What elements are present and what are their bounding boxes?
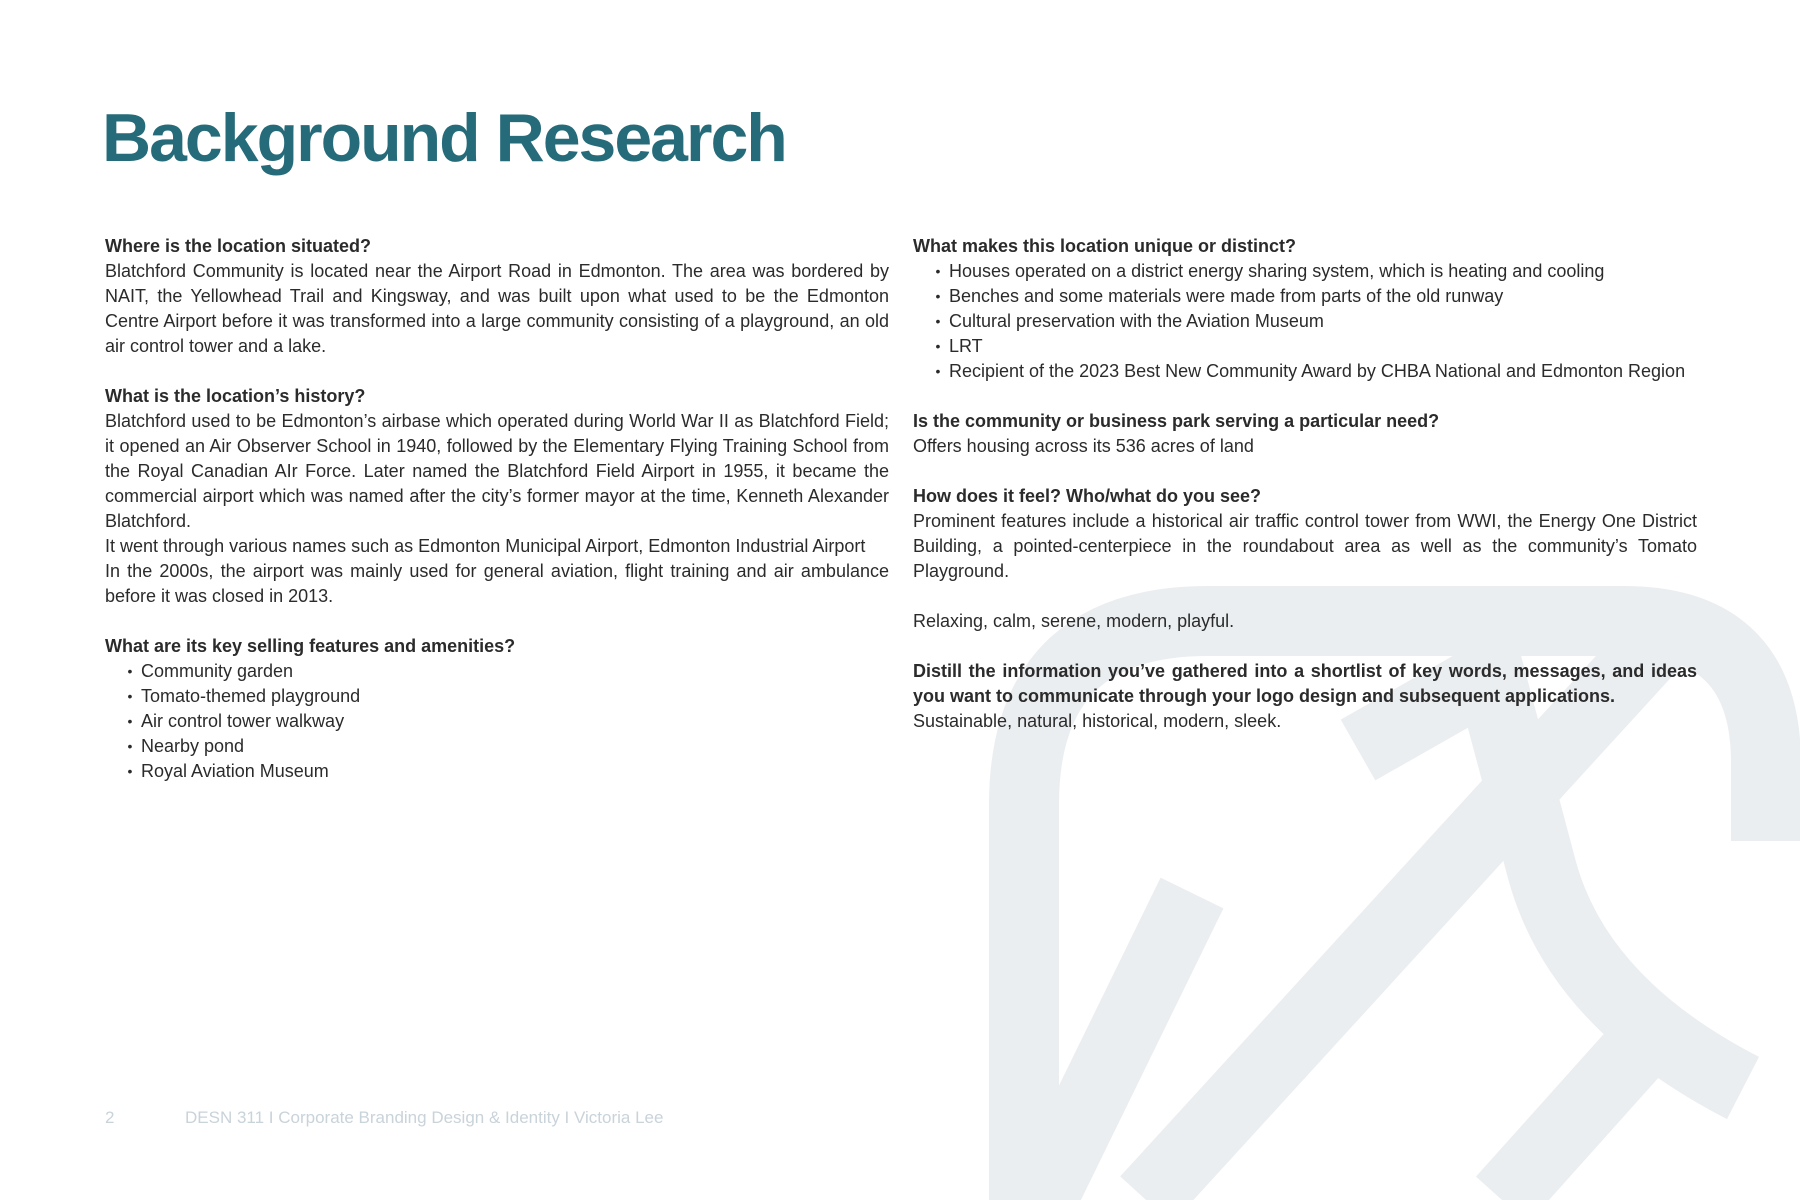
bullet-dot-icon: • xyxy=(935,288,941,304)
bullet-dot-icon: • xyxy=(935,263,941,279)
bullet-text: Recipient of the 2023 Best New Community Award by CHBA National and Edmonton Region xyxy=(949,361,1686,381)
qa-section xyxy=(105,384,889,609)
bullet-item xyxy=(913,284,1697,309)
qa-section xyxy=(913,234,1697,384)
left-column xyxy=(105,234,889,809)
bullet-text: Nearby pond xyxy=(141,736,245,756)
bullet-text: Tomato-themed playground xyxy=(141,686,361,706)
bullet-item xyxy=(105,759,889,784)
qa-section xyxy=(913,659,1697,734)
bullet-item xyxy=(913,309,1697,334)
bullet-text: Air control tower walkway xyxy=(141,711,345,731)
bullet-list xyxy=(913,259,1697,384)
bullet-dot-icon: • xyxy=(935,338,941,354)
bullet-dot-icon: • xyxy=(935,313,941,329)
answer-paragraph: Offers housing across its 536 acres of land xyxy=(913,436,1254,456)
bullet-dot-icon: • xyxy=(127,763,133,779)
right-column xyxy=(913,234,1697,759)
instruction-paragraph: Distill the information you’ve gathered into a shortlist of key words, messages, and ideas you want to communicate through your logo design and subsequent applications. xyxy=(913,661,1697,706)
qa-section xyxy=(913,484,1697,634)
bullet-text: Royal Aviation Museum xyxy=(141,761,329,781)
answer-paragraph: Prominent features include a historical air traffic control tower from WWI, the Energy One District Building, a pointed-centerpiece in the roundabout area as well as the community’s Tomato Playground. xyxy=(913,511,1697,581)
bullet-dot-icon: • xyxy=(127,738,133,754)
qa-section xyxy=(105,234,889,359)
bullet-item xyxy=(105,684,889,709)
qa-section xyxy=(913,409,1697,459)
bullet-item xyxy=(913,259,1697,284)
answer-paragraph: Blatchford Community is located near the Airport Road in Edmonton. The area was bordered by NAIT, the Yellowhead Trail and Kingsway, and was built upon what used to be the Edmonton Centre Airport before it was transformed into a large community consisting of a playground, an old air control tower and a lake. xyxy=(105,261,889,356)
question-heading: What makes this location unique or distinct? xyxy=(913,236,1297,256)
bullet-text: Cultural preservation with the Aviation Museum xyxy=(949,311,1324,331)
bullet-text: Community garden xyxy=(141,661,294,681)
bullet-item xyxy=(913,334,1697,359)
bullet-dot-icon: • xyxy=(127,663,133,679)
question-heading: What are its key selling features and amenities? xyxy=(105,636,516,656)
answer-paragraph: Blatchford used to be Edmonton’s airbase which operated during World War II as Blatchford Field; it opened an Air Observer School in 1940, followed by the Elementary Flying Training School from the Royal Canadian AIr Force. Later named the Blatchford Field Airport in 1955, it became the commercial airport which was named after the city’s former mayor at the time, Kenneth Alexander Blatchford. xyxy=(105,411,889,531)
bullet-list xyxy=(105,659,889,784)
bullet-text: Benches and some materials were made from parts of the old runway xyxy=(949,286,1504,306)
footer-page-number: 2 xyxy=(105,1108,115,1127)
question-heading: Where is the location situated? xyxy=(105,236,372,256)
question-heading: What is the location’s history? xyxy=(105,386,366,406)
page-title: Background Research xyxy=(102,100,786,176)
bullet-text: Houses operated on a district energy sharing system, which is heating and cooling xyxy=(949,261,1605,281)
bullet-dot-icon: • xyxy=(127,688,133,704)
question-heading: Is the community or business park serving a particular need? xyxy=(913,411,1440,431)
question-heading: How does it feel? Who/what do you see? xyxy=(913,486,1262,506)
bullet-text: LRT xyxy=(949,336,983,356)
qa-section xyxy=(105,634,889,784)
bullet-dot-icon: • xyxy=(127,713,133,729)
answer-paragraph: It went through various names such as Edmonton Municipal Airport, Edmonton Industrial Airport xyxy=(105,536,866,556)
bullet-item xyxy=(105,659,889,684)
bullet-item xyxy=(913,359,1697,384)
bullet-dot-icon: • xyxy=(935,363,941,379)
answer-paragraph: Sustainable, natural, historical, modern, sleek. xyxy=(913,711,1282,731)
bullet-item xyxy=(105,709,889,734)
bullet-item xyxy=(105,734,889,759)
answer-paragraph: In the 2000s, the airport was mainly used for general aviation, flight training and air ambulance before it was closed in 2013. xyxy=(105,561,889,606)
footer-course-info: DESN 311 I Corporate Branding Design & Identity I Victoria Lee xyxy=(185,1108,664,1127)
answer-paragraph: Relaxing, calm, serene, modern, playful. xyxy=(913,611,1235,631)
